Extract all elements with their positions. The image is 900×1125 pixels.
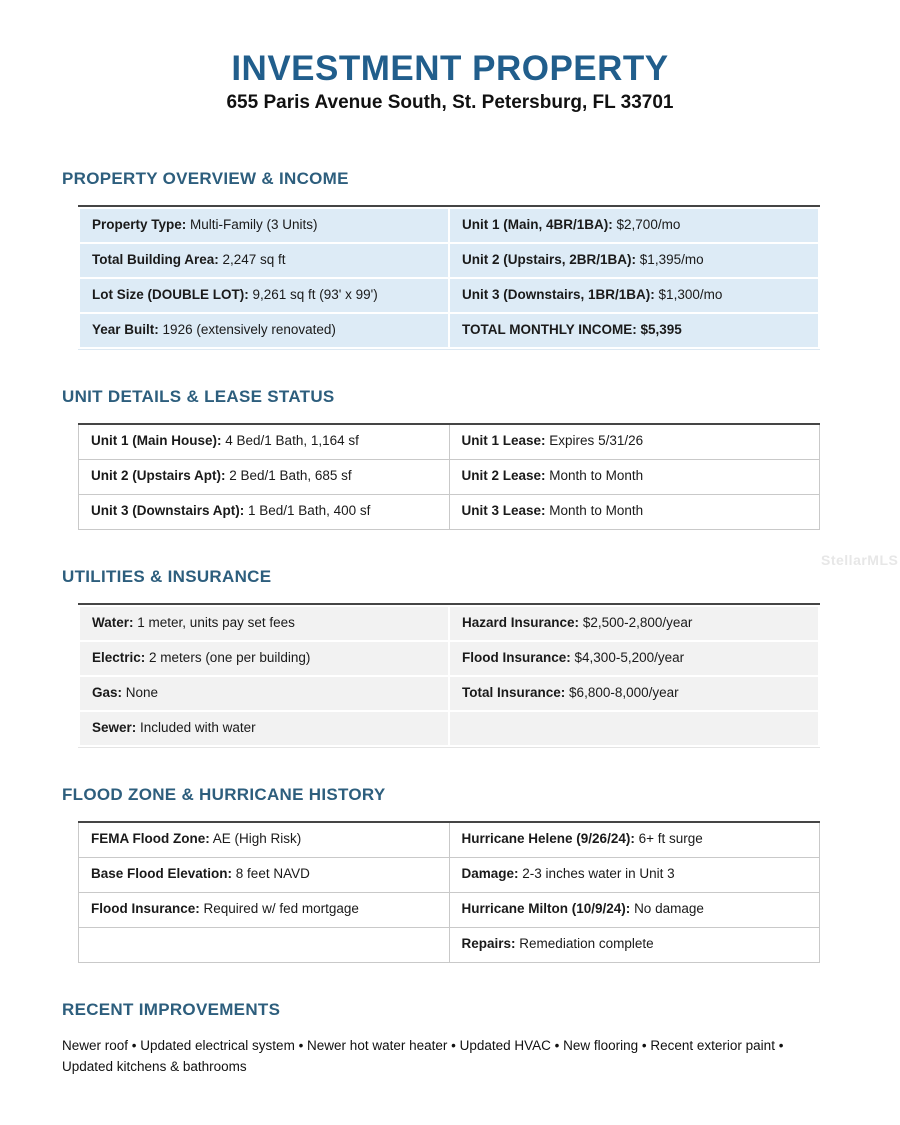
improvements-text: Newer roof • Updated electrical system • Newer hot water heater • Updated HVAC • New flooring • Recent exterior paint • Updated kitchens & bathrooms [62,1037,784,1075]
info-table [78,423,820,530]
field-label: Hurricane Milton (10/9/24): [461,901,631,917]
field-value: $1,395/mo [639,251,704,267]
table-cell [450,279,818,312]
table-cell [80,677,448,710]
table-cell [449,459,820,494]
section-heading: FLOOD ZONE & HURRICANE HISTORY [62,784,386,804]
table-cell [80,607,448,640]
table-row [79,459,820,494]
section-utilities-insurance [0,567,900,748]
field-label: Total Insurance: [462,684,566,700]
section-recent-improvements [0,1000,900,1078]
field-label: TOTAL MONTHLY INCOME: $5,395 [462,321,682,337]
field-label: Damage: [461,866,519,882]
table-cell [79,927,450,962]
field-label: Water: [92,614,134,630]
field-value: $6,800-8,000/year [569,684,679,700]
field-value: 6+ ft surge [638,831,703,847]
field-label: FEMA Flood Zone: [91,831,210,847]
info-table [78,821,820,963]
table-row [79,927,820,962]
field-value: Month to Month [549,468,644,484]
table-row [80,712,818,745]
field-label: Unit 3 (Downstairs, 1BR/1BA): [462,286,655,302]
table-cell [450,209,818,242]
field-value: 4 Bed/1 Bath, 1,164 sf [225,433,359,449]
field-value: 9,261 sq ft (93' x 99') [252,286,378,302]
table-row [80,209,818,242]
property-address: 655 Paris Avenue South, St. Petersburg, FL 33701 [226,91,674,113]
field-label: Hurricane Helene (9/26/24): [461,831,635,847]
document-header [0,50,900,114]
field-value: $4,300-5,200/year [574,649,685,665]
table-cell [80,642,448,675]
section-unit-details-lease-status [0,387,900,530]
table-cell [79,459,450,494]
field-value: Expires 5/31/26 [549,433,644,449]
field-value: $2,500-2,800/year [582,614,693,630]
field-label: Total Building Area: [92,251,219,267]
field-value: Multi-Family (3 Units) [190,216,318,232]
table-row [79,857,820,892]
table-cell [79,494,450,529]
field-label: Unit 1 (Main, 4BR/1BA): [462,216,613,232]
info-table [78,205,820,350]
field-value: 1926 (extensively renovated) [162,321,336,337]
table-row [80,279,818,312]
field-label: Base Flood Elevation: [91,866,233,882]
page-title: INVESTMENT PROPERTY [231,49,669,88]
field-label: Flood Insurance: [91,901,200,917]
table-row [79,892,820,927]
table-cell [80,314,448,347]
field-value: AE (High Risk) [212,831,302,847]
field-label: Property Type: [92,216,187,232]
table-row [80,607,818,640]
table-cell [450,677,818,710]
info-table [78,603,820,748]
field-value: Remediation complete [519,936,654,952]
field-value: 2-3 inches water in Unit 3 [522,866,675,882]
table-row [80,314,818,347]
table-cell [79,424,450,460]
table-cell [80,712,448,745]
table-cell [450,642,818,675]
field-value: 2 meters (one per building) [149,649,311,665]
field-value: 2 Bed/1 Bath, 685 sf [229,468,352,484]
table-cell [449,822,820,858]
table-cell [79,822,450,858]
field-value: No damage [634,901,704,917]
field-value: None [125,684,159,700]
section-heading: UTILITIES & INSURANCE [62,566,272,586]
table-row [80,244,818,277]
field-value: Included with water [140,719,256,735]
table-cell [449,494,820,529]
table-row [80,642,818,675]
field-value: 8 feet NAVD [235,866,310,882]
section-flood-zone-hurricane-history [0,785,900,963]
field-label: Gas: [92,684,123,700]
field-label: Sewer: [92,719,137,735]
table-cell [450,314,818,347]
field-label: Unit 2 Lease: [461,468,546,484]
field-value: Required w/ fed mortgage [203,901,359,917]
field-label: Hazard Insurance: [462,614,580,630]
table-cell [79,857,450,892]
section-heading: UNIT DETAILS & LEASE STATUS [62,386,335,406]
field-value: $2,700/mo [616,216,681,232]
section-property-overview-income [0,169,900,350]
section-heading: PROPERTY OVERVIEW & INCOME [62,168,349,188]
sections-container [0,169,900,1078]
field-label: Unit 2 (Upstairs, 2BR/1BA): [462,251,637,267]
field-label: Unit 2 (Upstairs Apt): [91,468,226,484]
field-value: $1,300/mo [658,286,723,302]
table-row [79,494,820,529]
field-label: Year Built: [92,321,159,337]
mls-watermark: StellarMLS [821,552,899,568]
table-cell [80,209,448,242]
field-label: Lot Size (DOUBLE LOT): [92,286,249,302]
table-row [79,822,820,858]
table-cell [450,244,818,277]
table-cell [79,892,450,927]
table-cell [449,424,820,460]
table-cell [450,712,818,745]
field-label: Unit 1 Lease: [461,433,546,449]
field-label: Electric: [92,649,146,665]
table-cell [80,244,448,277]
field-label: Unit 3 (Downstairs Apt): [91,503,245,519]
table-row [80,677,818,710]
field-label: Flood Insurance: [462,649,571,665]
field-value: 2,247 sq ft [222,251,286,267]
table-cell [449,927,820,962]
field-label: Unit 1 (Main House): [91,433,222,449]
field-label: Unit 3 Lease: [461,503,546,519]
table-cell [449,892,820,927]
field-value: 1 meter, units pay set fees [137,614,295,630]
field-label: Repairs: [461,936,516,952]
table-cell [450,607,818,640]
table-row [79,424,820,460]
table-cell [80,279,448,312]
table-cell [449,857,820,892]
field-value: Month to Month [549,503,644,519]
section-heading: RECENT IMPROVEMENTS [62,999,281,1019]
field-value: 1 Bed/1 Bath, 400 sf [248,503,371,519]
